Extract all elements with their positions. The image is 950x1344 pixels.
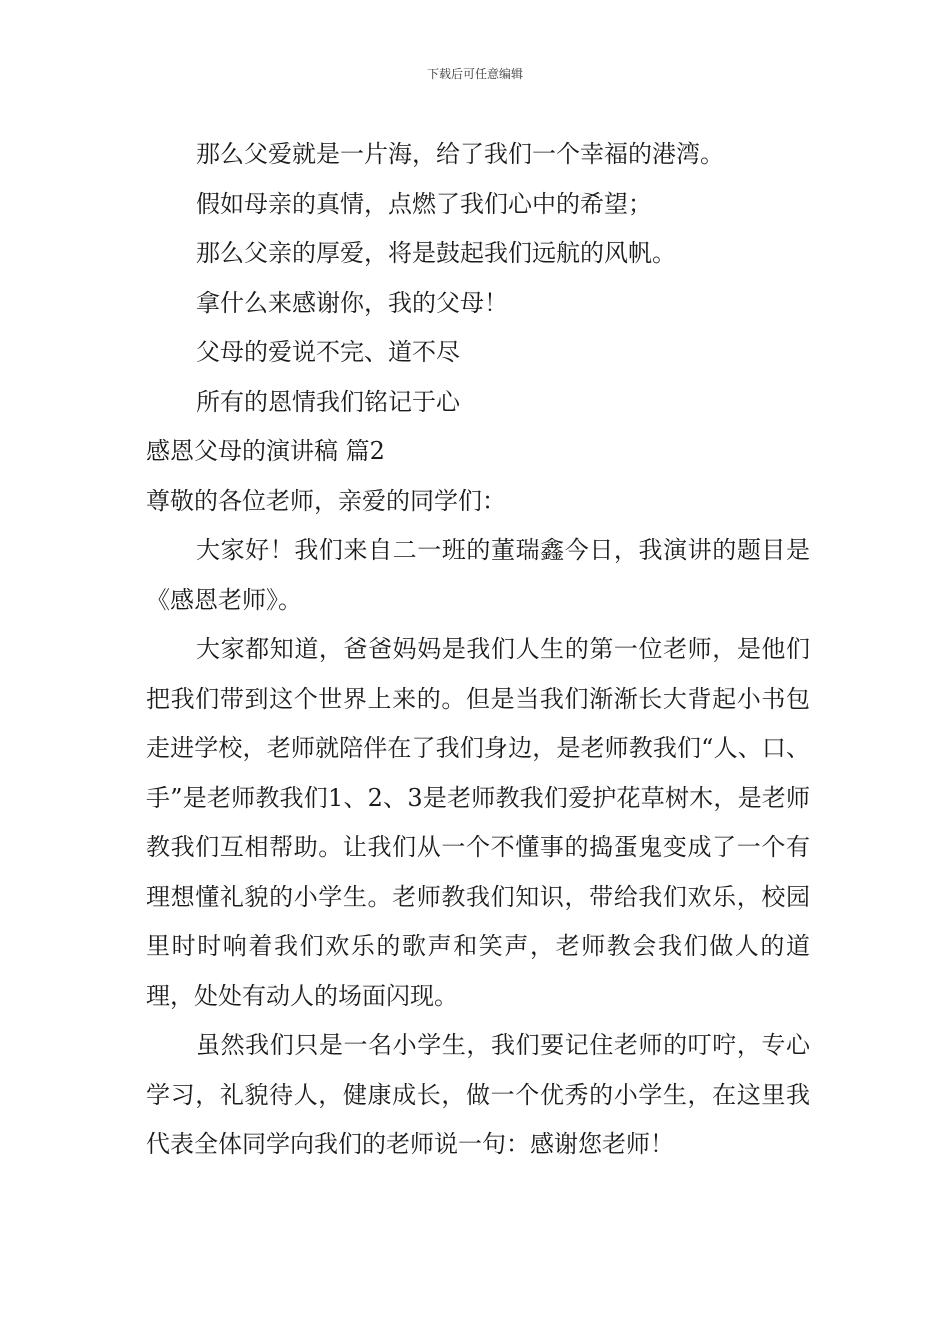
body-paragraph: 虽然我们只是一名小学生，我们要记住老师的叮咛，专心学习，礼貌待人，健康成长，做一个优秀的小学生，在这里我代表全体同学向我们的老师说一句：感谢您老师！ — [146, 1031, 810, 1158]
section-title: 感恩父母的演讲稿 篇2 — [146, 437, 385, 465]
poem-line: 父母的爱说不完、道不尽 — [196, 338, 460, 366]
poem-line: 那么父亲的厚爱，将是鼓起我们远航的风帆。 — [196, 239, 676, 267]
document-body — [146, 130, 810, 1170]
poem-line: 所有的恩情我们铭记于心 — [196, 387, 460, 416]
poem-line: 拿什么来感谢你，我的父母！ — [196, 288, 508, 317]
page-header: 下载后可任意编辑 — [426, 67, 523, 81]
body-paragraph: 大家好！我们来自二一班的董瑞鑫今日，我演讲的题目是《感恩老师》。 — [146, 536, 810, 614]
salutation: 尊敬的各位老师，亲爱的同学们： — [146, 486, 506, 515]
body-paragraph: 大家都知道，爸爸妈妈是我们人生的第一位老师，是他们把我们带到这个世界上来的。但是当我们渐渐长大背起小书包走进学校，老师就陪伴在了我们身边，是老师教我们“人、口、手”是老师教我们1、2、3是老师教我们爱护花草树木，是老师教我们互相帮助。让我们从一个不懂事的捣蛋鬼变成了一个有理想懂礼貌的小学生。老师教我们知识，带给我们欢乐，校园里时时响着我们欢乐的歌声和笑声，老师教会我们做人的道理，处处有动人的场面闪现。 — [146, 635, 810, 1010]
poem-line: 假如母亲的真情，点燃了我们心中的希望； — [196, 189, 652, 218]
poem-line: 那么父爱就是一片海，给了我们一个幸福的港湾。 — [196, 140, 724, 168]
